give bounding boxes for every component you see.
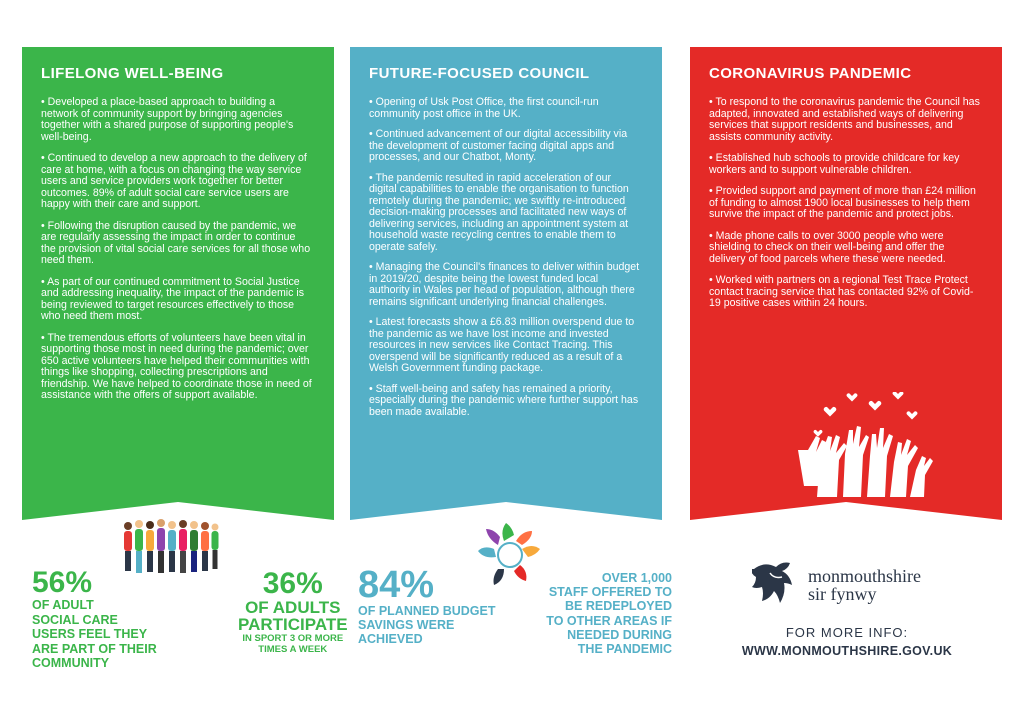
stat-label-line: ACHIEVED xyxy=(358,632,423,646)
stat-label-line: OVER 1,000 xyxy=(601,571,672,585)
stat-over-1000-staff xyxy=(540,571,672,656)
stat-label-line: SAVINGS WERE xyxy=(358,618,455,632)
stat-label-line: ARE PART OF THEIR xyxy=(32,641,157,656)
logo-name-welsh: sir fynwy xyxy=(808,584,877,604)
stat-label-line: COMMUNITY xyxy=(32,656,110,670)
logo-name-english: monmouthshire xyxy=(808,566,921,586)
panel-title: LIFELONG WELL-BEING xyxy=(41,65,224,82)
panel-title: CORONAVIRUS PANDEMIC xyxy=(709,65,912,82)
panel-title: FUTURE-FOCUSED COUNCIL xyxy=(369,65,590,82)
stat-label-line: USERS FEEL THEY xyxy=(32,627,148,641)
bullet: • Provided support and payment of more than £24 million of funding to almost 1900 local businesses to help them survive the impact of the pandemic and protect jobs. xyxy=(709,185,976,220)
stat-label-line: NEEDED DURING xyxy=(567,627,672,642)
stat-label-line: TO OTHER AREAS IF xyxy=(546,613,672,628)
dragon-logo-icon xyxy=(752,561,802,607)
stat-label-line: STAFF OFFERED TO xyxy=(548,585,672,600)
people-group-illustration xyxy=(120,516,220,576)
bullet: • Latest forecasts show a £6.83 million overspend due to the pandemic as we have lost income and invested resources in new services like Contact Tracing. This overspend will be significantly reduced as a result of a Welsh Government funding package. xyxy=(369,316,635,374)
panel-coronavirus-pandemic xyxy=(690,47,1002,520)
stat-label-line: BE REDEPLOYED xyxy=(565,599,672,614)
bullet: • To respond to the coronavirus pandemic the Council has adapted, innovated and established ways of delivering services that support residents and businesses, and assists community activity. xyxy=(709,96,980,143)
bullet: • Established hub schools to provide childcare for key workers and to support vulnerable children. xyxy=(709,152,960,176)
bullet: • The pandemic resulted in rapid acceleration of our digital capabilities to enable the organisation to function remotely during the pandemic; we swiftly re-introduced decision-making processes and facilitated new ways of delivering services, including an appointment system at household waste recycling centres to enable them to operate safely. xyxy=(369,171,629,253)
bullet: • Opening of Usk Post Office, the first council-run community post office in the UK. xyxy=(369,96,599,120)
bullet: • Worked with partners on a regional Test Trace Protect contact tracing service that has contacted 92% of Covid-19 positive cases within 24 hours. xyxy=(709,274,974,309)
panel-future-focused-council xyxy=(350,47,662,520)
stat-label-line: OF ADULT xyxy=(32,598,94,612)
more-info-label: FOR MORE INFO: xyxy=(785,625,909,640)
bullet: • Developed a place-based approach to building a network of community support by bringing agencies together with a shared purpose of supporting people's well-being. xyxy=(41,96,294,143)
more-info-block xyxy=(712,625,982,658)
bullet: • Staff well-being and safety has remained a priority, especially during the pandemic where further support has been made available. xyxy=(369,382,639,418)
monmouthshire-logo xyxy=(752,561,921,612)
website-link[interactable]: WWW.MONMOUTHSHIRE.GOV.UK xyxy=(741,644,953,658)
bullet: • Following the disruption caused by the pandemic, we are regularly assessing the impact in order to continue the provision of vital social care services for all those who need them. xyxy=(41,219,311,266)
stat-value: 84% xyxy=(358,564,435,606)
stat-label-line: IN SPORT 3 OR MORE xyxy=(242,633,344,644)
stat-label-line: TIMES A WEEK xyxy=(258,644,328,655)
stat-label-line: OF PLANNED BUDGET xyxy=(358,604,496,618)
stat-label-line: THE PANDEMIC xyxy=(577,642,672,657)
bullet: • Continued advancement of our digital accessibility via the development of customer facing digital apps and processes, and our Chatbot, Monty. xyxy=(369,128,628,163)
stat-value: 56% xyxy=(32,566,93,599)
bullet: • The tremendous efforts of volunteers have been vital in supporting those most in need during the pandemic; over 650 active volunteers have helped their communities with things like shopping, collecting prescriptions and friendship. We have helped to coordinate those in need of assistance with the offers of support available. xyxy=(41,331,312,401)
panel-lifelong-wellbeing xyxy=(22,47,334,520)
stat-label-line: OF ADULTS xyxy=(245,598,341,617)
raised-hands-hearts-illustration xyxy=(790,392,940,497)
stat-label-line: SOCIAL CARE xyxy=(32,612,118,627)
stat-84-percent xyxy=(358,566,496,646)
bullet: • Continued to develop a new approach to the delivery of care at home, with a focus on changing the way service users and service providers work together for better outcomes. 89% of adult social care service users are happy with their care and support. xyxy=(41,152,307,210)
stat-label-line: PARTICIPATE xyxy=(238,615,348,634)
bullet: • Managing the Council's finances to deliver within budget in 2019/20, despite being the lowest funded local authority in Wales per head of population, although there remains significant underlying financial challenges. xyxy=(369,261,640,308)
bullet: • As part of our continued commitment to Social Justice and addressing inequality, the impact of the pandemic is being reviewed to target resources effectively to those who need them most. xyxy=(41,275,305,322)
stat-value: 36% xyxy=(262,567,323,600)
bullet: • Made phone calls to over 3000 people who were shielding to check on their well-being and offer the delivery of food parcels where these were needed. xyxy=(709,229,946,265)
stat-36-percent xyxy=(238,569,348,655)
stat-56-percent xyxy=(32,568,157,671)
